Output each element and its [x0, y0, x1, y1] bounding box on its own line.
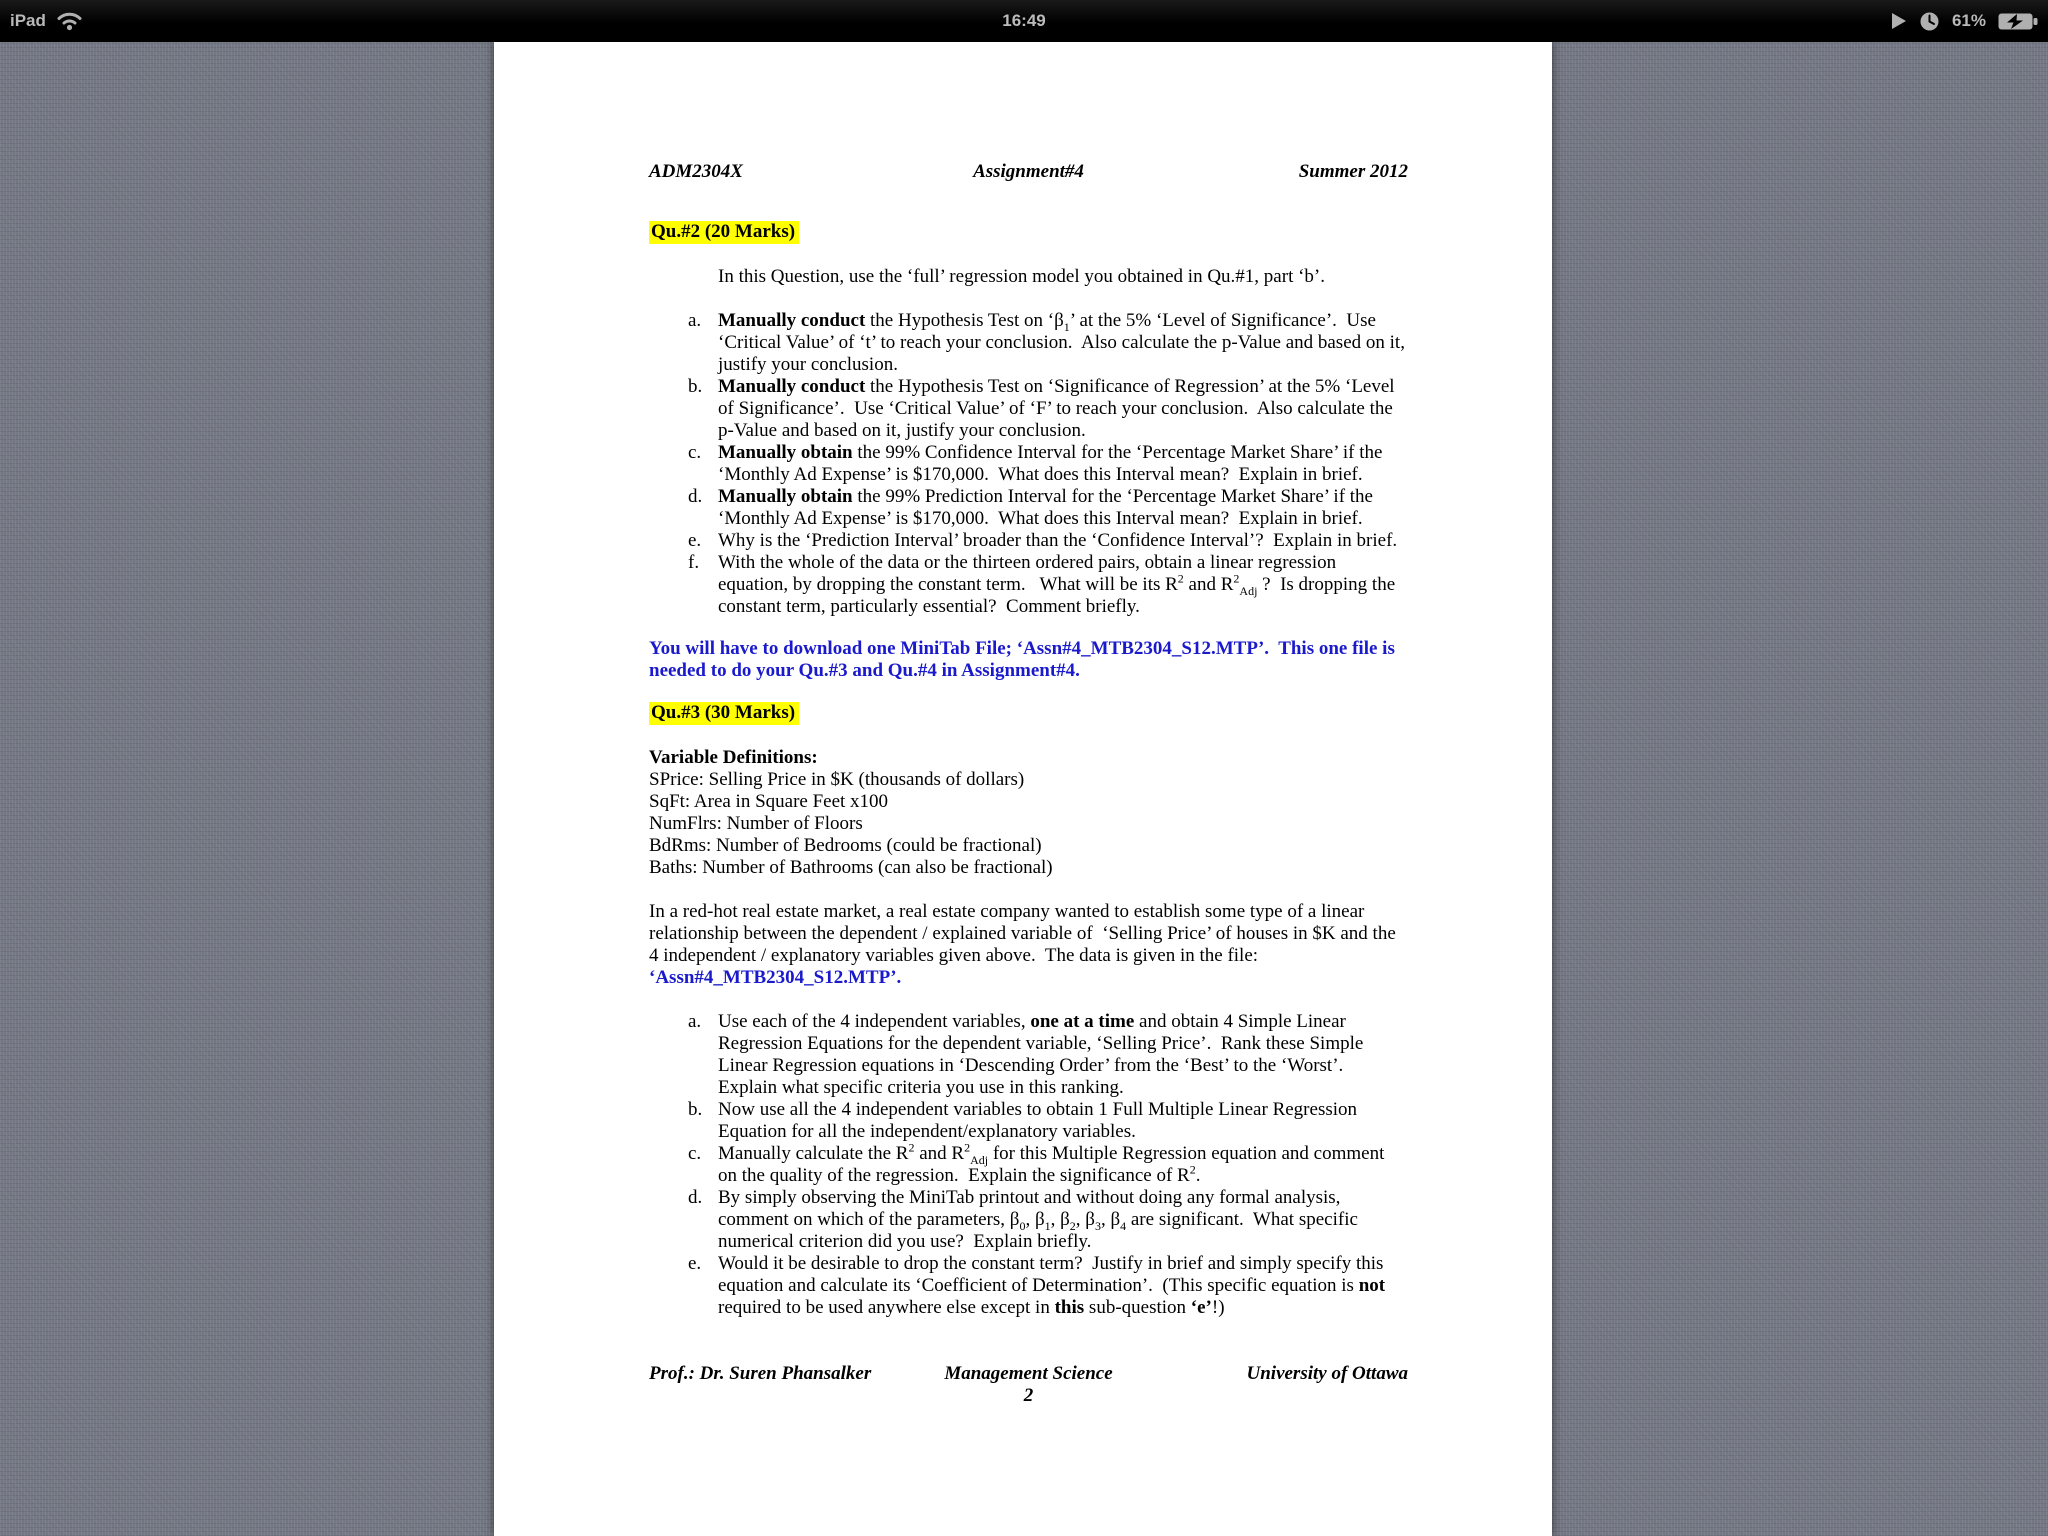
question3-heading: Qu.#3 (30 Marks)	[649, 702, 799, 725]
item-text: Would it be desirable to drop the constant term? Justify in brief and simply specify this equation and calculate its ‘Coefficient of Determination’. (This specific equation is not required to be used anywhere else except in this sub-question ‘e’!)	[718, 1253, 1390, 1318]
item-text: Now use all the 4 independent variables to obtain 1 Full Multiple Linear Regression Equation for all the independent/explanatory variables.	[718, 1099, 1362, 1142]
item-text: Manually conduct the Hypothesis Test on ‘$\beta_1$’ at the 5% ‘Level of Significance’. Use ‘Critical Value’ of ‘t’ to reach your conclusion. Also calculate the p-Value and based on it, justify your conclusion.	[718, 310, 1410, 375]
term-label: Summer 2012	[1298, 161, 1408, 182]
question2-list	[649, 310, 1408, 618]
item-letter: f.	[688, 552, 700, 573]
data-file-name: ‘Assn#4_MTB2304_S12.MTP’.	[649, 967, 902, 988]
list-item	[649, 442, 1408, 486]
page-number: 2	[1023, 1385, 1034, 1406]
item-letter: b.	[688, 376, 703, 397]
question2-heading-row	[649, 221, 1408, 244]
variable-definitions-title: Variable Definitions:	[649, 747, 818, 768]
wifi-icon	[56, 11, 83, 31]
list-item	[649, 310, 1408, 376]
question3-heading-row	[649, 702, 1408, 725]
item-letter: b.	[688, 1099, 703, 1120]
item-letter: e.	[688, 1253, 702, 1274]
list-item	[649, 376, 1408, 442]
footer-university: University of Ottawa	[1246, 1363, 1408, 1384]
battery-percent: 61%	[1951, 11, 1986, 30]
footer-department: Management Science	[944, 1363, 1113, 1384]
question3-list	[649, 1011, 1408, 1319]
list-item	[649, 1099, 1408, 1143]
list-item	[649, 1140, 1408, 1187]
item-text: Manually obtain the 99% Confidence Interval for the ‘Percentage Market Share’ if the ‘Monthly Ad Expense’ is $170,000. What does this Interval mean? Explain in brief.	[718, 442, 1388, 485]
item-letter: d.	[688, 486, 703, 507]
status-bar	[0, 0, 2048, 42]
item-letter: c.	[688, 442, 702, 463]
list-item	[649, 1187, 1408, 1253]
item-text: Use each of the 4 independent variables, one at a time and obtain 4 Simple Linear Regression Equations for the dependent variable, ‘Selling Price’. Rank these Simple Linear Regression equations in ‘Descending Order’ from the ‘Best’ to the ‘Worst’. Explain what specific criteria you use in this ranking.	[718, 1011, 1369, 1098]
variable-definition: Baths: Number of Bathrooms (can also be fractional)	[649, 857, 1053, 878]
item-text: Why is the ‘Prediction Interval’ broader than the ‘Confidence Interval’? Explain in brief.	[718, 530, 1398, 551]
variable-definitions-list	[649, 769, 1408, 879]
item-text: Manually conduct the Hypothesis Test on ‘Significance of Regression’ at the 5% ‘Level of Significance’. Use ‘Critical Value’ of ‘F’ to reach your conclusion. Also calculate the p-Value and based on it, justify your conclusion.	[718, 376, 1400, 441]
variable-definition: SPrice: Selling Price in $K (thousands of dollars)	[649, 769, 1025, 790]
item-letter: d.	[688, 1187, 703, 1208]
variable-definition: BdRms: Number of Bedrooms (could be fractional)	[649, 835, 1042, 856]
item-text: By simply observing the MiniTab printout and without doing any formal analysis, comment on which of the parameters, $\beta_0$, $\beta_1$, $\beta_2$, $\beta_3$, $\beta_4$ are significant. What specific numerical criterion did you use? Explain briefly.	[718, 1187, 1363, 1252]
document-footer	[649, 1363, 1408, 1385]
play-icon	[1891, 12, 1907, 30]
item-letter: a.	[688, 1011, 702, 1032]
question3-intro: In a red-hot real estate market, a real estate company wanted to establish some type of a linear relationship between the dependent / explained variable of ‘Selling Price’ of houses in $K and the 4 independent / explanatory variables given above. The data is given in the file:	[649, 901, 1401, 966]
clock-time: 16:49	[1002, 11, 1046, 30]
device-label: iPad	[10, 11, 46, 30]
variable-definition: NumFlrs: Number of Floors	[649, 813, 863, 834]
item-text: Manually obtain the 99% Prediction Interval for the ‘Percentage Market Share’ if the ‘Monthly Ad Expense’ is $170,000. What does this Interval mean? Explain in brief.	[718, 486, 1378, 529]
item-letter: c.	[688, 1143, 702, 1164]
list-item	[649, 552, 1408, 618]
list-item	[649, 486, 1408, 530]
list-item	[649, 1011, 1408, 1099]
list-item	[649, 530, 1408, 552]
question2-heading: Qu.#2 (20 Marks)	[649, 221, 799, 244]
list-item	[649, 1253, 1408, 1319]
item-letter: e.	[688, 530, 702, 551]
item-letter: a.	[688, 310, 702, 331]
document-header	[649, 161, 1408, 183]
assignment-title: Assignment#4	[973, 161, 1084, 182]
download-note: You will have to download one MiniTab File; ‘Assn#4_MTB2304_S12.MTP’. This one file is needed to do your Qu.#3 and Qu.#4 in Assignment#4.	[649, 638, 1400, 681]
document-content	[494, 42, 1552, 1536]
item-text: With the whole of the data or the thirteen ordered pairs, obtain a linear regression equation, by dropping the constant term. What will be its $R^2$ and $R^2_{Adj}$ ? Is dropping the constant term, particularly essential? Comment briefly.	[718, 552, 1400, 617]
course-code: ADM2304X	[649, 161, 743, 182]
question2-intro: In this Question, use the ‘full’ regression model you obtained in Qu.#1, part ‘b’.	[718, 266, 1325, 287]
battery-charging-icon	[1998, 12, 2038, 31]
document-page[interactable]	[494, 42, 1552, 1536]
footer-professor: Prof.: Dr. Suren Phansalker	[649, 1363, 872, 1384]
alarm-clock-icon	[1919, 11, 1940, 32]
item-text: Manually calculate the $R^2$ and $R^2_{Adj}$ for this Multiple Regression equation and comment on the quality of the regression. Explain the significance of $R^2$.	[718, 1140, 1390, 1186]
variable-definition: SqFt: Area in Square Feet x100	[649, 791, 889, 812]
